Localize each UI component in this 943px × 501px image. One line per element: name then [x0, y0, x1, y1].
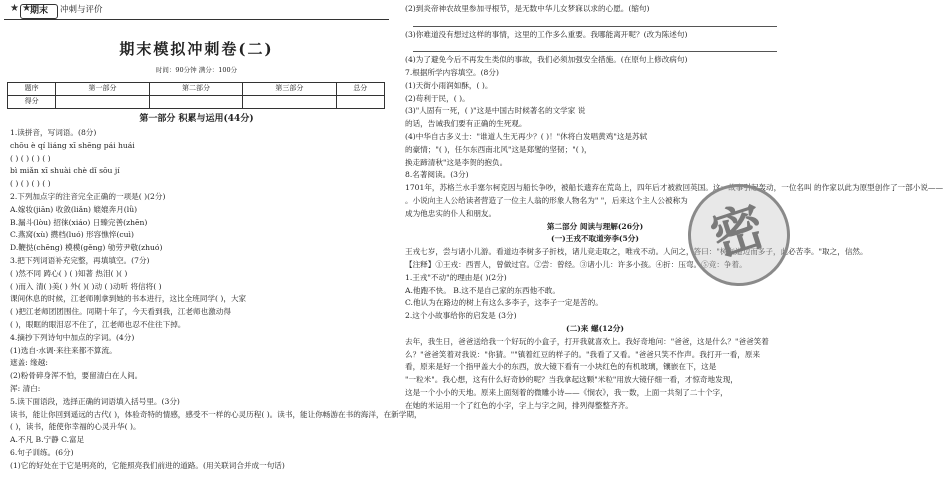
reading-title: (二)来 螺(12分) [566, 323, 624, 333]
text-line: 看，原来是好一个指甲盖大小的东西，放大镜下看有一小块红色的有机玻璃，镶嵌在下，这是 [405, 362, 717, 372]
text-line: 浑: 清白: [10, 383, 41, 393]
text-line: ( )，读书，能使你幸福的心灵升华( )。 [10, 422, 141, 432]
text-line: 7.根据所学内容填空。(8分) [405, 67, 499, 77]
score-cell [336, 96, 384, 109]
text-line: 4.摘抄下列诗句中加点的字词。(4分) [10, 332, 135, 342]
text-line: bì miǎn xī shuài chè dǐ sōu jí [10, 166, 120, 176]
text-line: 8.名著阅读。(3分) [405, 170, 469, 180]
series-name: 冲刺与评价 [60, 5, 103, 15]
text-line: 1701年，苏格兰水手塞尔柯克因与船长争吵，被船长遗弃在荒岛上，四年后才被救回英国。这一故事引起轰动，一位名叫 的作家以此为原型创作了一部小说—— [405, 183, 943, 193]
text-line: 2.下列加点字的注音完全正确的一项是( )(2分) [10, 191, 166, 201]
text-line: 去年，我生日，爸爸送给我一个好玩的小盒子，打开我就喜欢上。我好奇地问："爸爸，这是什么？"爸爸笑着 [405, 336, 769, 346]
text-line: 换走蹄清秋"这是李贺的抱负。 [405, 157, 508, 167]
text-line: ( ) ( ) ( ) ( ) [10, 153, 51, 163]
text-line: ( ) ( ) ( ) ( ) [10, 179, 51, 189]
text-line: ( )而入 清( )美( ) 外( )( )动 ( )动听 将信将( ) [10, 281, 162, 291]
text-line: ( )然不同 踌心( ) ( )知著 热泪( )( ) [10, 268, 128, 278]
answer-line [405, 42, 785, 55]
answer-line [405, 17, 785, 30]
text-line: 2.这个小故事给你的启发是 (3分) [405, 311, 517, 321]
text-line: C.燕窝(xù) 攒档(luó) 形容憔悴(cuì) [10, 230, 134, 240]
part1-title: 第一部分 积累与运用(44分) [139, 114, 254, 124]
score-table-header-row [8, 83, 385, 96]
text-line: (3)你难道没有想过这样的事情，这里的工作多么重要。我哪能离开呢？(改为陈述句) [405, 29, 688, 39]
text-line: A.不凡 B.宁静 C.富足 [10, 435, 85, 445]
text-line: 1.王戎"不动"的理由是( )(2分) [405, 272, 507, 282]
text-line: "一粒米"。我心想，这有什么好奇妙的呢？当我拿起这颗"米粒"用放大镜仔细一看，才惊奇地发现， [405, 375, 738, 385]
seal-icon: 密 [704, 195, 773, 269]
text-line: 这是一个小小的天地。原来上面刻着的微雕小诗——《悯农》，我一数，上面一共刻了二十个字， [405, 387, 728, 397]
series-badge: 期末 [20, 4, 58, 19]
score-cell [243, 96, 336, 109]
exam-meta: 时间：90分钟 满分：100分 [155, 66, 238, 74]
text-line: ( )，眼眶的眼泪忍不住了，江老师也忍不住往下掉。 [10, 319, 186, 329]
text-line: 【注释】①王戎：西晋人，曾做过官。②尝：曾经。③诸小儿：许多小孩。④折：压弯。⑤竞：争着。 [405, 259, 747, 269]
text-line: 3.把下列词语补充完整，再填填空。(7分) [10, 255, 150, 265]
reading-title: (一)王戎不取道旁李(5分) [551, 234, 639, 244]
score-header: 第二部分 [149, 83, 242, 96]
text-line: C.他认为在路边的树上有这么多李子，这李子一定是苦的。 [405, 298, 603, 308]
text-line: (2)到炎帝神农故里参加寻根节，是无数中华儿女梦寐以求的心愿。(缩句) [405, 4, 650, 13]
text-line: 。小说向主人公给读者营造了一位主人翁的形象人物名为" "，后来这个主人公被称为 [405, 195, 688, 205]
text-line: 的豪情；"( )，任尔东西南北风"这是郑燮的坚韧；"( )， [405, 144, 592, 154]
text-line: ( )把江老师团团围住。同期十年了，今天看到我，江老师也激动得 [10, 307, 231, 317]
score-table-row [8, 96, 385, 109]
score-cell [56, 96, 149, 109]
score-row-label: 得分 [8, 96, 56, 109]
left-questions [10, 128, 422, 474]
text-line: (4)中华自古多义士："谁道人生无再少？( )！"休将白发唱黄鸡"这是苏轼 [405, 131, 648, 141]
text-line: 么？"爸爸笑着对我说："你猜。""镇着红豆的样子的。"我看了又看。"爸爸只笑不作声。我打开一看，原来 [405, 349, 761, 359]
text-line: D.鞭挞(chēng) 模模(gěng) 劬劳尹敬(zhuó) [10, 243, 163, 253]
star-icon: ★ ★ [10, 3, 32, 14]
header-divider [4, 19, 389, 20]
score-header: 题序 [8, 83, 56, 96]
text-line: 的话，告诫我们要有正确的生死观。 [405, 119, 527, 129]
score-header: 第三部分 [243, 83, 336, 96]
exam-title: 期末模拟冲刺卷(二) [119, 40, 274, 58]
left-page [4, 0, 422, 501]
text-line: (2)苟利于民，( )。 [405, 93, 470, 103]
text-line: chōu è qí liáng xī shēng pái huái [10, 140, 135, 150]
text-line: 课间休息的时候，江老师刚拿到她的书本进行，这比全班同学( )，大家 [10, 294, 247, 304]
text-line: 成为他忠实的仆人和朋友。 [405, 208, 497, 218]
score-header: 第一部分 [56, 83, 149, 96]
text-line: 6.句子训练。(6分) [10, 447, 74, 457]
text-line: (4)为了避免今后不再发生类似的事故，我们必须加强安全措施。(在原句上修改病句) [405, 55, 688, 65]
score-header: 总分 [336, 83, 384, 96]
text-line: (1)选自·水调·来往来都不算流。 [10, 345, 117, 355]
text-line: B.漏斗(lòu) 招徕(xiáo) 日臻完善(zhēn) [10, 217, 148, 227]
text-line: (2)粉骨碎身浑不怕，要留清白在人间。 [10, 371, 143, 381]
text-line: (1)它的好处在于它是明亮的，它能照亮我们前进的道路。(用关联词合并成一句话) [10, 460, 285, 470]
text-line: A.嫁妆(jiān) 收敛(liǎn) 媲媲奔月(lǜ) [10, 204, 138, 214]
part2-title: 第二部分 阅读与理解(26分) [546, 221, 644, 231]
text-line: 读书，能让你回到遥远的古代( )，体验奇特的情感，感受不一样的心灵历程( )。读书，能让你畅游在书的海洋，在新学期， [10, 409, 422, 419]
score-cell [149, 96, 242, 109]
text-line: (3)"人固有一死，( )"这是中国古时候著名的文学家 说 [405, 106, 586, 116]
score-table [7, 82, 385, 109]
text-line: 1.读拼音，写词语。(8分) [10, 128, 97, 137]
text-line: 遮盖: 缘越: [10, 358, 48, 368]
text-line: A.他跑不快。 B.这不是自己家的东西他不敢。 [405, 285, 560, 295]
text-line: 5.读下面语段，选择正确的词语填入括号里。(3分) [10, 396, 180, 406]
text-line: 在她的米运用一个了红色的小字，字上与字之间，排列得整整齐齐。 [405, 400, 633, 410]
text-line: 王戎七岁，尝与诸小儿游。看道边李树多子折枝，诸儿竞走取之，唯戎不动。人问之，答曰："树在道边而多子，此必苦李。"取之，信然。 [405, 247, 868, 257]
page-header [4, 0, 389, 20]
text-line: (1)天街小雨润如酥，( )。 [405, 80, 493, 90]
